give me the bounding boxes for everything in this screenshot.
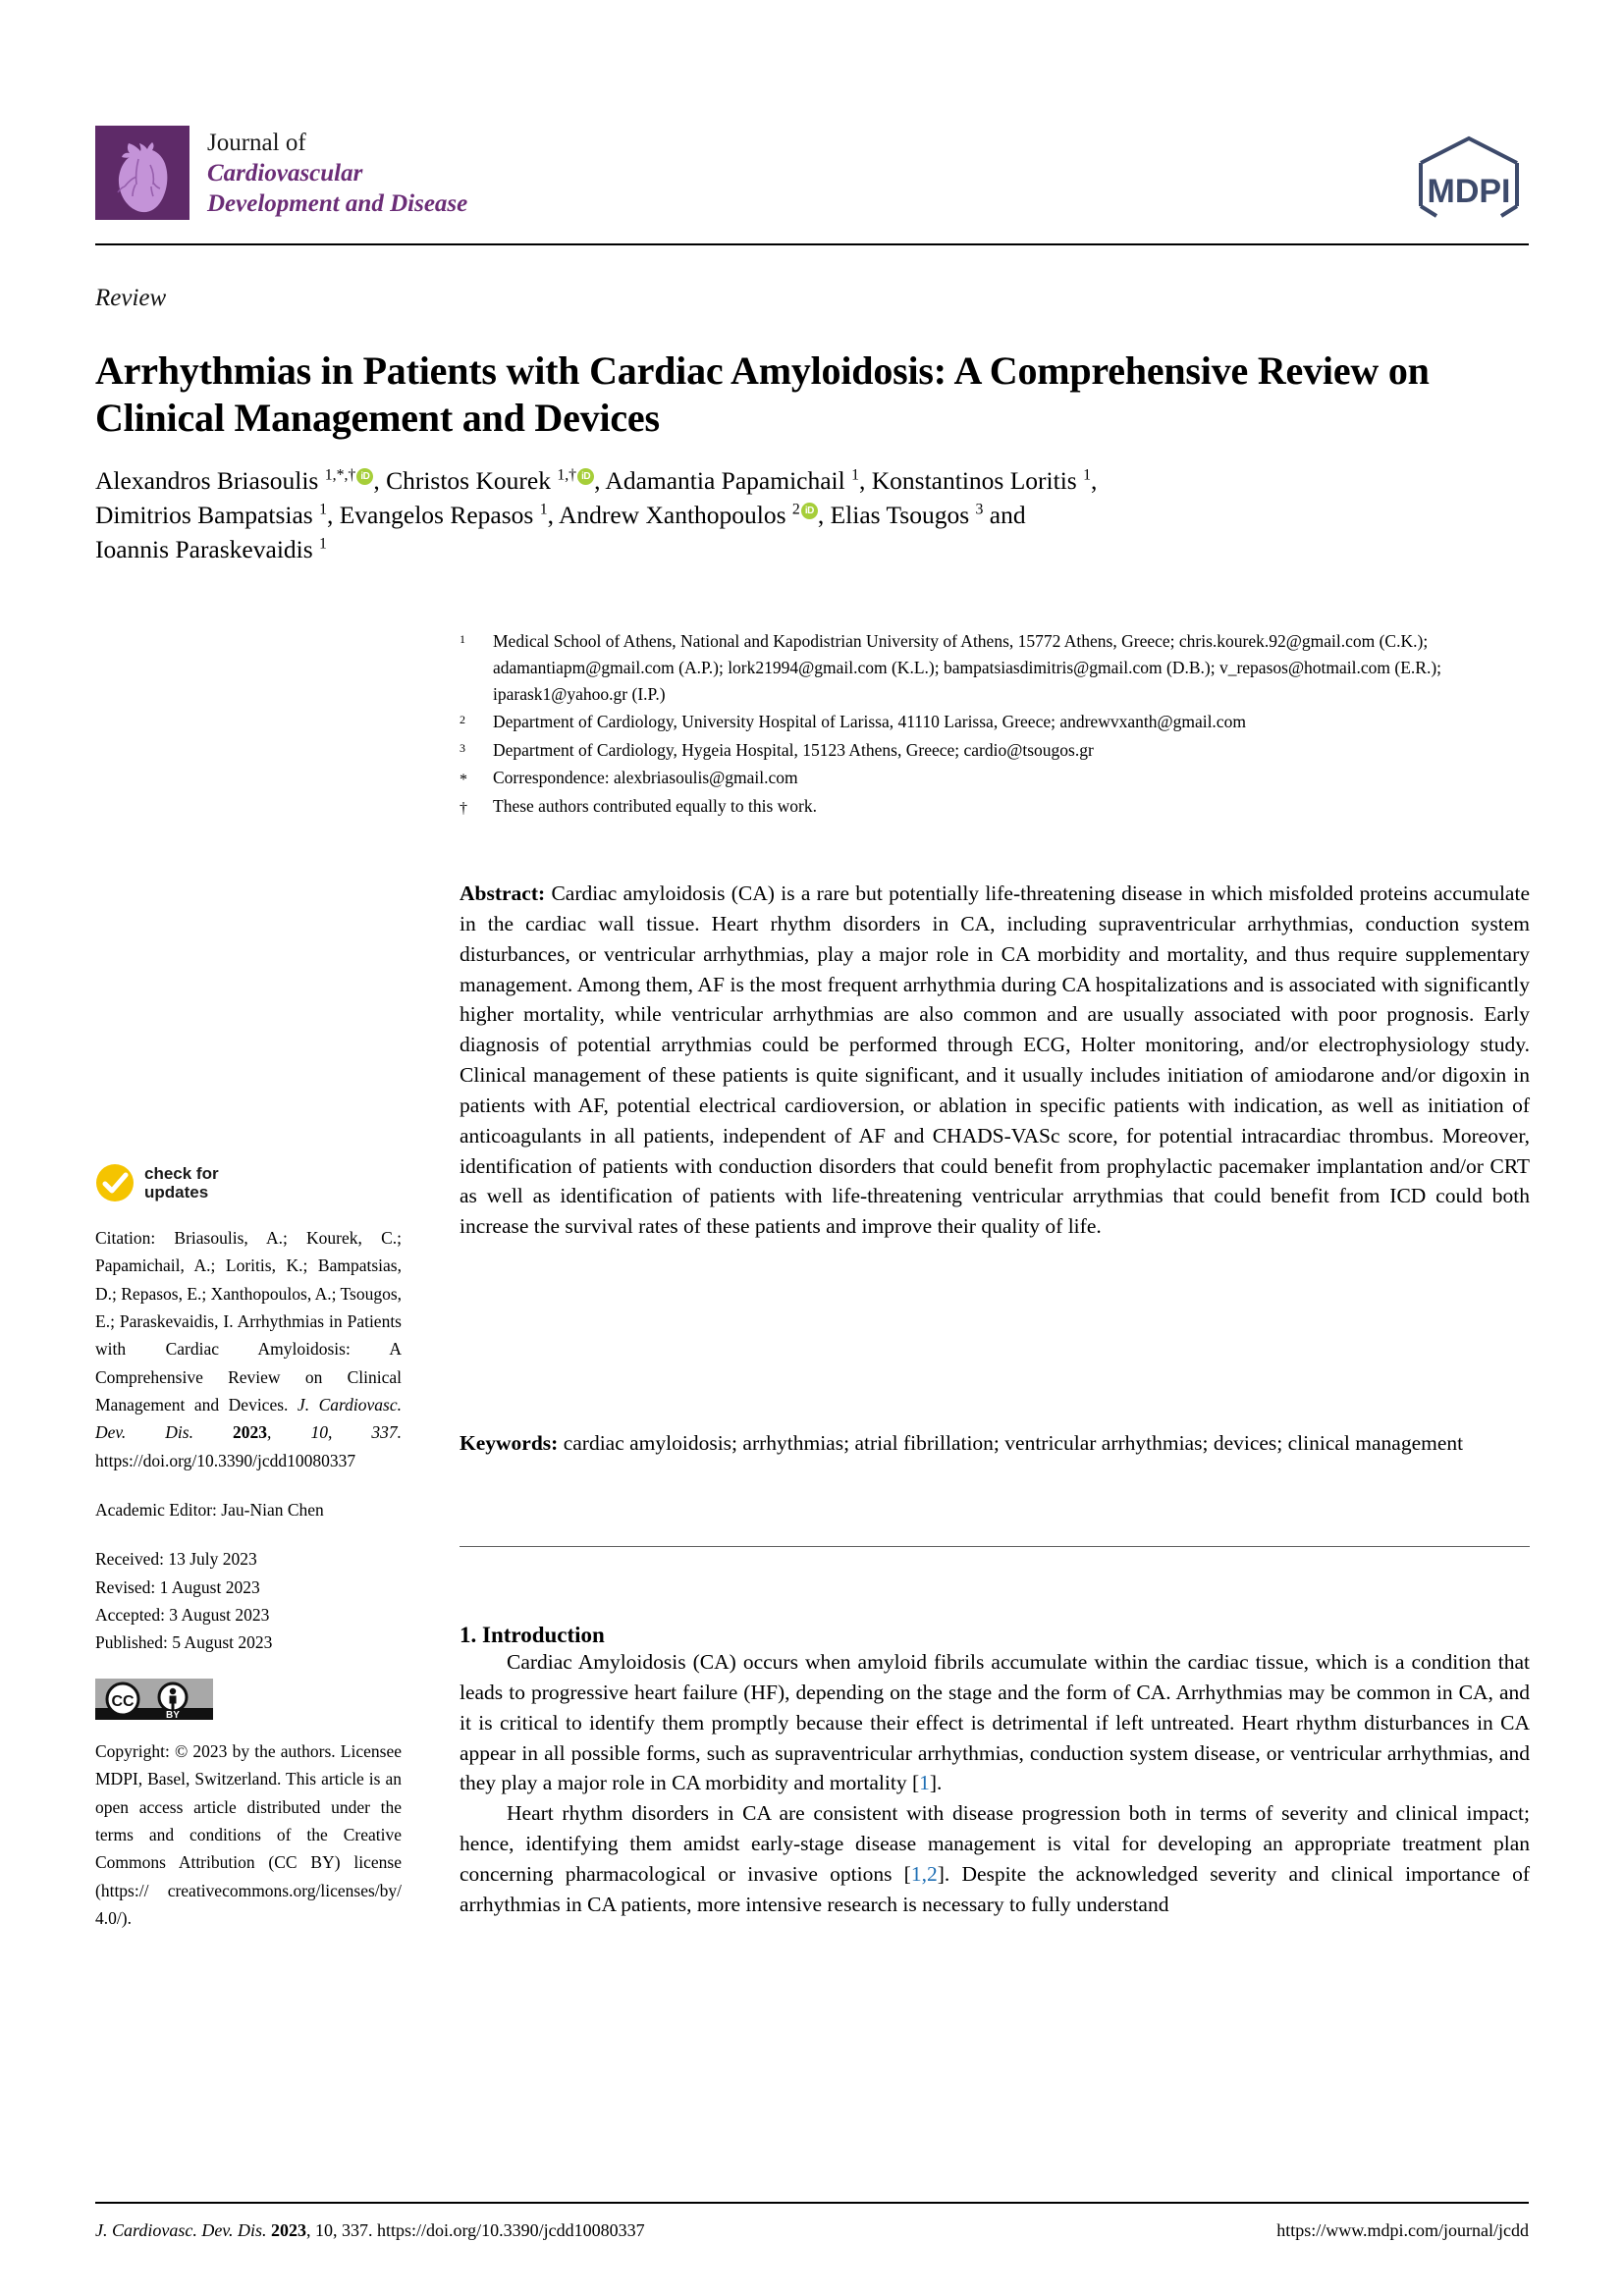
author-separator: and [983, 500, 1026, 529]
author-affiliation-marker: 1 [539, 501, 548, 518]
publication-dates [95, 1545, 402, 1656]
abstract-label: Abstract: [460, 881, 546, 905]
footer-journal: J. Cardiovasc. Dev. Dis. [95, 2220, 267, 2240]
citation-link[interactable]: 1 [919, 1771, 930, 1795]
published-date: Published: 5 August 2023 [95, 1632, 273, 1653]
orcid-icon[interactable] [801, 503, 818, 519]
journal-branding [95, 126, 467, 220]
author-name: Alexandros Briasoulis [95, 466, 325, 495]
correspondence-marker: * [460, 771, 467, 788]
paragraph [460, 1647, 1530, 1798]
page-title: Arrhythmias in Patients with Cardiac Amyloidosis: A Comprehensive Review on Clinical Management and Devices [95, 347, 1430, 441]
check-mark-icon [95, 1163, 135, 1202]
journal-title-line1: Journal of [207, 130, 306, 156]
keywords-section [460, 1428, 1530, 1459]
equal-contribution-marker: † [460, 800, 467, 818]
orcid-icon[interactable] [577, 468, 594, 485]
citation-link[interactable]: 1,2 [910, 1861, 938, 1886]
check-updates-line2: updates [144, 1183, 209, 1201]
affiliation-item [460, 709, 1530, 735]
author-affiliation-marker: 1 [851, 466, 859, 484]
author-affiliation-marker: 3 [975, 501, 984, 518]
author-separator: , Andrew Xanthopoulos [547, 500, 792, 529]
academic-editor: Academic Editor: Jau-Nian Chen [95, 1500, 324, 1521]
author-affiliation-marker: 1 [1083, 466, 1091, 484]
svg-text:CC: CC [111, 1692, 135, 1710]
keywords-divider [460, 1546, 1530, 1547]
orcid-icon[interactable] [356, 468, 373, 485]
heart-icon [95, 126, 189, 220]
author-affiliation-marker: 1,† [557, 466, 577, 484]
affiliation-text: Department of Cardiology, Hygeia Hospital, 15123 Athens, Greece; cardio@tsougos.gr [493, 739, 1094, 760]
mdpi-logo-icon[interactable] [1409, 130, 1529, 224]
page-footer [95, 2220, 1529, 2241]
author-affiliation-marker: 1 [319, 535, 327, 553]
paragraph [460, 1798, 1530, 1919]
affiliation-text: Department of Cardiology, University Hospital of Larissa, 41110 Larissa, Greece; andrewvxanth@gmail.com [493, 712, 1246, 732]
check-for-updates-badge[interactable] [95, 1163, 402, 1202]
journal-title [207, 126, 467, 219]
affiliation-item [460, 628, 1530, 708]
received-date: Received: 13 July 2023 [95, 1549, 257, 1570]
keywords-text: cardiac amyloidosis; arrhythmias; atrial fibrillation; ventricular arrhythmias; devices; clinical management [558, 1431, 1464, 1455]
author-name: Ioannis Paraskevaidis [95, 534, 320, 563]
section-heading-introduction: 1. Introduction [460, 1623, 605, 1648]
author-separator: , Elias Tsougos [817, 500, 976, 529]
affiliation-marker: 3 [460, 740, 465, 755]
author-name: Dimitrios Bampatsias [95, 500, 320, 529]
equal-contribution-text: These authors contributed equally to this work. [493, 796, 817, 817]
journal-title-line3: Development and Disease [207, 190, 468, 217]
affiliation-marker: 1 [460, 632, 465, 646]
paragraph-text: Heart rhythm disorders in CA are consistent with disease progression both in terms of severity and clinical impact; hence, identifying them amidst early-stage disease management is vital for developing an appropriate treatment plan concerning pharmacological or invasive options [ [460, 1801, 1530, 1886]
header-divider [95, 243, 1529, 245]
citation-journal: J. Cardiovasc. Dev. Dis. [95, 1395, 402, 1443]
introduction-body [460, 1647, 1530, 1920]
check-for-updates-label [144, 1164, 219, 1201]
citation-year: 2023 [192, 1422, 268, 1443]
abstract-text: Cardiac amyloidosis (CA) is a rare but potentially life-threatening disease in which misfolded proteins accumulate in the cardiac wall tissue. Heart rhythm disorders in CA, including supraventricular arrhythmias, conduction system disturbances, or ventricular arrhythmias, play a major role in CA morbidity and mortality, and thus require supplementary management. Among them, AF is the most frequent arrhythmia during CA hospitalizations and is associated with significantly higher mortality, while ventricular arrhythmias are also common and are usually associated with poor prognosis. Early diagnosis of potential arrythmias could be performed through ECG, Holter monitoring, and/or electrophysiology study. Clinical management of these patients is quite significant, and it usually includes initiation of amiodarone and/or digoxin in patients with AF, potential electrical cardioversion, or ablation in specific patients with indication, as well as initiation of anticoagulants in all patients, independent of AF and CHADS-VASc score, for potential intracardiac thrombus. Moreover, identification of patients with conduction disorders that could benefit from prophylactic pacemaker implantation and/or CRT as well as identification of patients with life-threatening ventricular arrythmias that could benefit from ICD could both increase the survival rates of these patients and improve their quality of life. [460, 881, 1530, 1239]
revised-date: Revised: 1 August 2023 [95, 1576, 260, 1597]
journal-title-line2: Cardiovascular [207, 160, 363, 187]
copyright-notice: Copyright: © 2023 by the authors. Licensee MDPI, Basel, Switzerland. This article is an open access article distributed under the terms and conditions of the Creative Commons Attribution (CC BY) license (https:// creativecommons.org/licenses/by/ 4.0/). [95, 1740, 402, 1928]
footer-locator: , 10, 337. https://doi.org/10.3390/jcdd10080337 [305, 2220, 645, 2240]
paragraph-text: Cardiac Amyloidosis (CA) occurs when amyloid fibrils accumulate within the cardiac tissue, which is a condition that leads to progressive heart failure (HF), depending on the stage and the form of CA. Arrhythmias may be common in CA, and it is critical to identify them promptly because their effect is detrimental if left untreated. Heart rhythm disturbances in CA appear in all possible forms, such as supraventricular arrhythmias, conduction system disease, or ventricular arrhythmias, and they play a major role in CA morbidity and mortality [ [460, 1650, 1530, 1795]
paragraph-text: ]. [929, 1771, 943, 1795]
svg-text:BY: BY [166, 1709, 180, 1720]
affiliation-item [460, 737, 1530, 764]
author-separator: , Christos Kourek [373, 466, 558, 495]
svg-text:MDPI: MDPI [1427, 173, 1511, 210]
accepted-date: Accepted: 3 August 2023 [95, 1605, 270, 1626]
paragraph-text: ]. Despite the acknowledged severity and clinical importance of arrhythmias in CA patients, more intensive research is necessary to fully understand [460, 1861, 1531, 1916]
footer-year: 2023 [266, 2220, 306, 2240]
correspondence-item [460, 765, 1530, 793]
footer-divider [95, 2202, 1529, 2204]
footer-journal-url[interactable]: https://www.mdpi.com/journal/jcdd [1276, 2220, 1529, 2240]
affiliation-marker: 2 [460, 713, 465, 727]
author-affiliation-marker: 2 [791, 501, 800, 518]
author-separator: , Konstantinos Loritis [859, 466, 1084, 495]
citation-volume: , 10, 337. [267, 1422, 402, 1443]
correspondence-text: Correspondence: alexbriasoulis@gmail.com [493, 767, 798, 787]
author-affiliation-marker: 1 [319, 501, 327, 518]
affiliations-block [460, 628, 1530, 823]
author-separator: , Adamantia Papamichail [594, 466, 852, 495]
author-affiliation-marker: 1,*,† [324, 466, 356, 484]
article-type: Review [95, 285, 167, 311]
author-separator: , Evangelos Repasos [326, 500, 540, 529]
affiliation-text: Medical School of Athens, National and Kapodistrian University of Athens, 15772 Athens, Greece; chris.kourek.92@gmail.com (C.K.); adamantiapm@gmail.com (A.P.); lork21994@gmail.com (K.L.); bampatsiasdimitris@gmail.com (D.B.); v_repasos@hotmail.com (E.R.); iparask1@yahoo.gr (I.P.) [493, 631, 1442, 705]
footer-citation [95, 2220, 645, 2241]
check-updates-line1: check for [144, 1163, 219, 1183]
masthead [95, 126, 1529, 234]
sidebar [95, 1163, 402, 1953]
equal-contribution-item [460, 793, 1530, 822]
abstract-section [460, 879, 1530, 1242]
citation-authors: Citation: Briasoulis, A.; Kourek, C.; Papamichail, A.; Loritis, K.; Bampatsias, D.; Repasos, E.; Xanthopoulos, A.; Tsougos, E.; Paraskevaidis, I. Arrhythmias in Patients with Cardiac Amyloidosis: A Comprehensive Review on Clinical Management and Devices. [95, 1228, 403, 1415]
cc-by-license-icon[interactable] [95, 1679, 213, 1720]
citation-block [95, 1224, 402, 1474]
author-list [95, 464, 1509, 567]
citation-doi-link[interactable]: https://doi.org/10.3390/jcdd10080337 [95, 1450, 356, 1470]
author-separator: , [1091, 466, 1098, 495]
keywords-label: Keywords: [460, 1431, 559, 1455]
